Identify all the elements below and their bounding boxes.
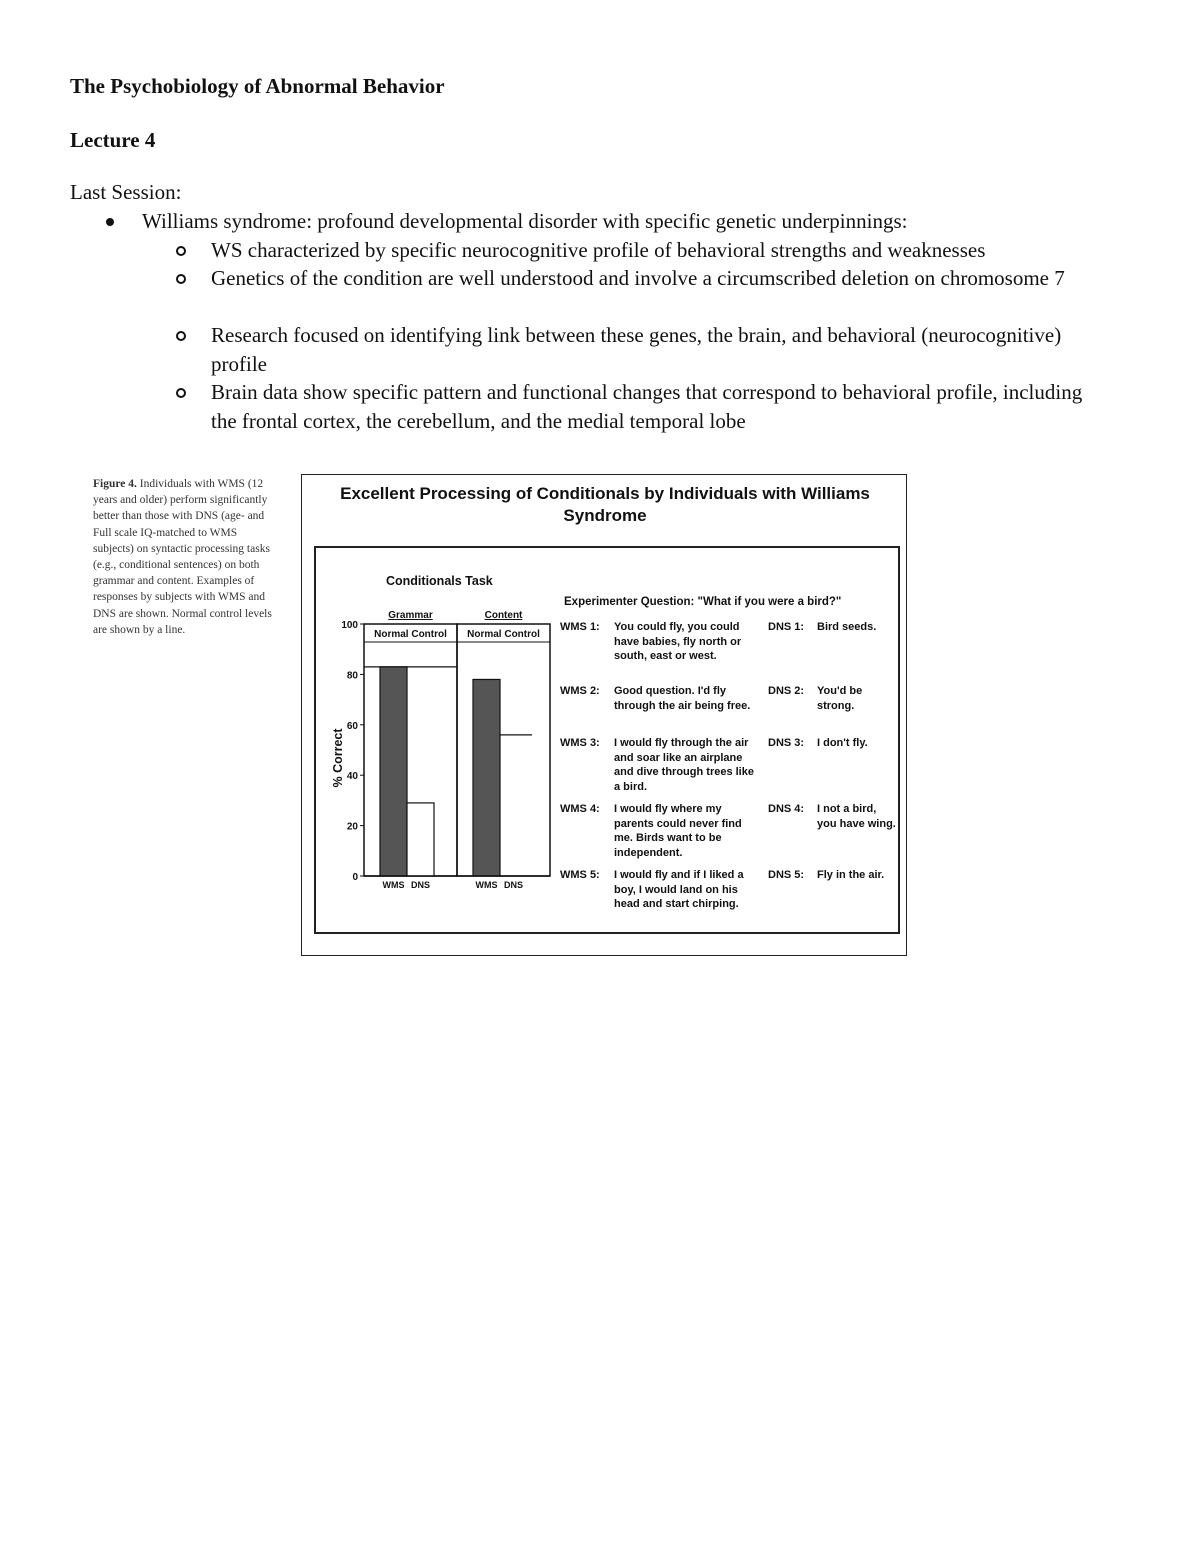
dns-label: DNS 4: <box>768 803 805 815</box>
y-tick-label: 20 <box>346 821 358 833</box>
y-tick-label: 100 <box>341 620 358 631</box>
figure-box <box>301 474 907 956</box>
dns-label: DNS 3: <box>768 737 805 749</box>
wms-response: I would fly and if I liked a boy, I would land on his head and start chirping. <box>614 869 744 910</box>
figure-caption-text: Individuals with WMS (12 years and older) perform significantly better than those with DNS (age- and Full scale IQ-matched to WMS subjects) on syntactic processing tasks (e.g., conditional sentences) on both grammar and content. Examples of responses by subjects with WMS and DNS are shown. Normal control levels are shown by a line. <box>93 478 272 636</box>
sub-bullet <box>211 264 1111 293</box>
figure-panel <box>314 546 900 934</box>
wms-response: Good question. I'd fly through the air being free. <box>614 685 751 712</box>
wms-label: WMS 4: <box>560 803 600 815</box>
x-category-label: WMS <box>382 880 405 890</box>
dns-response: I not a bird, you have wing. <box>817 803 896 830</box>
sub-bullet <box>211 378 1111 435</box>
chart-title: Conditionals Task <box>386 574 493 588</box>
dns-label: DNS 1: <box>768 621 805 633</box>
group-label: Content <box>484 610 523 621</box>
x-category-label: WMS <box>475 880 498 890</box>
bullet-williams-syndrome <box>142 207 1142 235</box>
circle-bullet-icon <box>176 246 186 256</box>
experimenter-question: Experimenter Question: "What if you were a bird?" <box>564 596 842 608</box>
wms-label: WMS 3: <box>560 737 600 749</box>
y-tick-label: 60 <box>346 720 358 732</box>
dns-response: You'd be strong. <box>817 685 863 712</box>
y-tick-label: 0 <box>352 872 358 883</box>
sub-bullet <box>211 321 1111 378</box>
x-category-label: DNS <box>503 880 524 890</box>
bar-wms <box>473 679 500 876</box>
document-title: The Psychobiology of Abnormal Behavior <box>70 74 445 98</box>
normal-control-label: Normal Control <box>467 629 540 640</box>
sub-bullet <box>211 236 1111 265</box>
sub-bullet-text: Brain data show specific pattern and functional changes that correspond to behavioral profile, including the frontal cortex, the cerebellum, and the medial temporal lobe <box>211 380 1083 433</box>
circle-bullet-icon <box>176 331 186 341</box>
figure-caption-label: Figure 4. <box>93 478 137 490</box>
wms-label: WMS 1: <box>560 621 600 633</box>
wms-response: I would fly where my parents could never find me. Birds want to be independent. <box>614 803 742 859</box>
wms-response: You could fly, you could have babies, fly north or south, east or west. <box>614 621 742 662</box>
dns-response: I don't fly. <box>817 737 868 749</box>
wms-response: I would fly through the air and soar like an airplane and dive through trees like a bird. <box>614 737 754 793</box>
group-label: Grammar <box>388 610 433 621</box>
sub-bullet-text: Research focused on identifying link between these genes, the brain, and behavioral (neurocognitive) profile <box>211 323 1062 376</box>
bullet-dot-icon <box>106 218 114 226</box>
y-axis-label: % Correct <box>331 728 345 788</box>
x-category-label: DNS <box>410 880 431 890</box>
wms-label: WMS 2: <box>560 685 600 697</box>
wms-label: WMS 5: <box>560 869 600 881</box>
bullet-text: Williams syndrome: profound developmental disorder with specific genetic underpinnings: <box>142 209 908 233</box>
group-frame <box>457 624 550 876</box>
circle-bullet-icon <box>176 388 186 398</box>
dns-label: DNS 5: <box>768 869 805 881</box>
figure-caption <box>93 476 275 638</box>
bar-wms <box>380 667 407 876</box>
normal-control-label: Normal Control <box>374 629 447 640</box>
dns-label: DNS 2: <box>768 685 805 697</box>
circle-bullet-icon <box>176 274 186 284</box>
dns-response: Bird seeds. <box>817 621 877 633</box>
sub-bullet-text: WS characterized by specific neurocognitive profile of behavioral strengths and weaknesses <box>211 238 986 262</box>
y-tick-label: 80 <box>346 670 358 682</box>
y-tick-label: 40 <box>346 771 358 783</box>
lecture-heading: Lecture 4 <box>70 128 156 152</box>
sub-bullet-text: Genetics of the condition are well understood and involve a circumscribed deletion on chromosome 7 <box>211 266 1065 290</box>
bar-dns <box>407 803 434 876</box>
last-session-label: Last Session: <box>70 180 182 204</box>
dns-response: Fly in the air. <box>817 869 885 881</box>
figure-title: Excellent Processing of Conditionals by Individuals with Williams Syndrome <box>340 484 870 525</box>
